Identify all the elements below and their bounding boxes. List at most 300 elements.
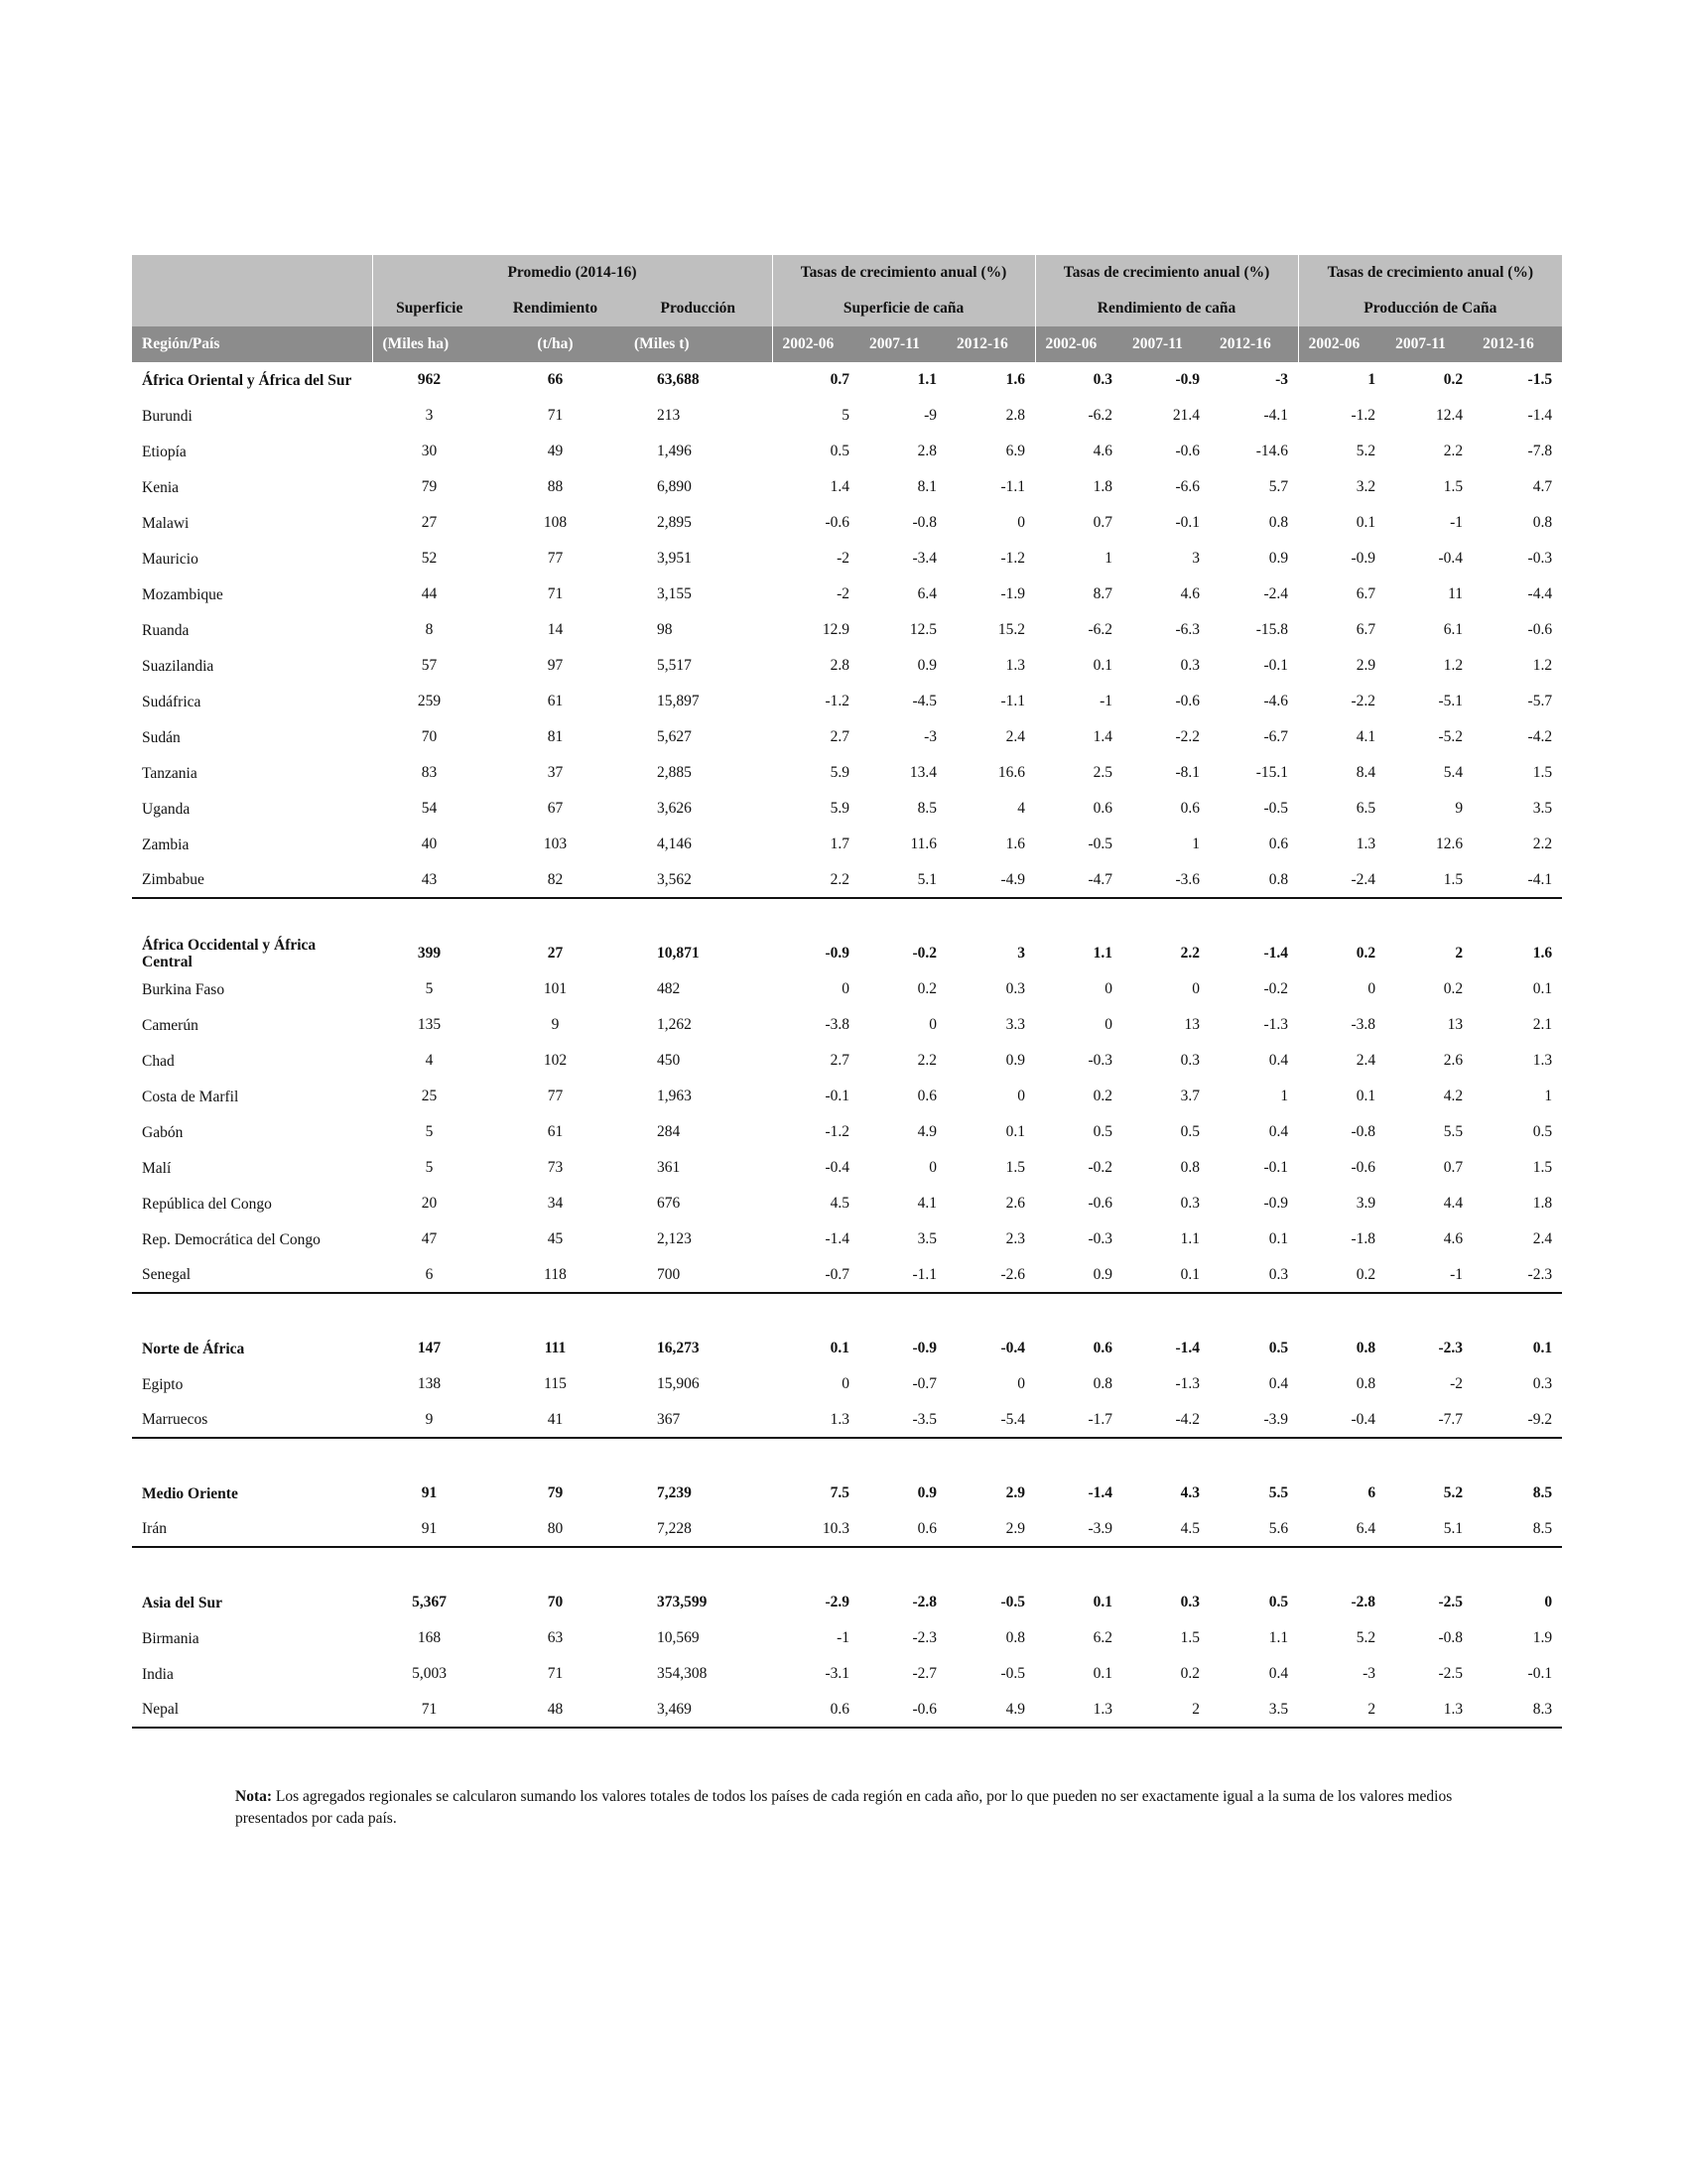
value-cell: -0.2 [912, 945, 938, 962]
value-cell: 7.5 [830, 1484, 850, 1501]
value-cell: 373,599 [657, 1594, 708, 1610]
value-cell: 354,308 [657, 1665, 708, 1682]
value-cell: 168 [417, 1629, 442, 1646]
value-cell: -1.4 [1088, 1484, 1113, 1501]
value-cell: 0 [1544, 1594, 1553, 1610]
value-cell: 25 [421, 1088, 438, 1104]
value-cell: 1.3 [1532, 1052, 1553, 1069]
value-cell: 2.4 [1356, 1052, 1376, 1069]
value-cell: 61 [547, 1123, 564, 1140]
value-cell: 15.2 [997, 621, 1026, 638]
region-aggregate-row [132, 1476, 1562, 1511]
value-cell: 0.6 [1093, 800, 1113, 817]
value-cell: 2.2 [1532, 835, 1553, 852]
header-row-2 [132, 291, 1562, 326]
region-country-name: Rep. Democrática del Congo [142, 1230, 321, 1248]
value-cell: 0.3 [1210, 1257, 1298, 1293]
value-cell: 3,155 [657, 585, 692, 602]
value-cell: 102 [543, 1052, 568, 1069]
value-cell: -0.7 [912, 1375, 938, 1392]
value-cell: 103 [543, 835, 568, 852]
value-cell: 118 [486, 1257, 624, 1293]
value-cell: 0.6 [1093, 1340, 1113, 1356]
value-cell: -3.4 [912, 550, 938, 567]
value-cell: 0.4 [1268, 1052, 1289, 1069]
value-cell: 77 [547, 1088, 564, 1104]
value-cell: 6.7 [1356, 585, 1376, 602]
value-cell: 3.5 [917, 1230, 938, 1247]
header-superficie-cana: Superficie de caña [772, 291, 1035, 326]
value-cell: 0.1 [1532, 1340, 1553, 1356]
table-body [132, 362, 1562, 1728]
value-cell: 1.1 [1180, 1230, 1201, 1247]
value-cell: -2.3 [1473, 1257, 1562, 1293]
value-cell: -1.1 [859, 1257, 947, 1293]
value-cell: -9 [924, 407, 938, 424]
value-cell: 2.4 [1532, 1230, 1553, 1247]
value-cell: 259 [417, 693, 442, 709]
value-cell: 14 [547, 621, 564, 638]
value-cell: 63,688 [657, 371, 700, 388]
value-cell: 5.9 [830, 800, 850, 817]
value-cell: -1 [1385, 1257, 1473, 1293]
region-country-name: Malawi [142, 514, 190, 532]
value-cell: 5.2 [1356, 443, 1376, 459]
value-cell: 45 [547, 1230, 564, 1247]
spacer-cell [132, 1547, 1562, 1585]
region-country-name: Irán [132, 1511, 372, 1547]
value-cell: 79 [547, 1484, 564, 1501]
value-cell: -3.9 [1210, 1402, 1298, 1438]
value-cell: 4.9 [917, 1123, 938, 1140]
value-cell: 3 [1017, 945, 1026, 962]
value-cell: 1 [1280, 1088, 1289, 1104]
value-cell: -3.5 [859, 1402, 947, 1438]
value-cell: 0.2 [1180, 1665, 1201, 1682]
value-cell: 81 [547, 728, 564, 745]
value-cell: 0.4 [1268, 1665, 1289, 1682]
region-country-name: Medio Oriente [142, 1484, 238, 1502]
group-spacer [132, 1438, 1562, 1476]
value-cell: -0.4 [1298, 1402, 1385, 1438]
region-aggregate-row [132, 362, 1562, 398]
region-country-name: Suazilandia [142, 657, 214, 675]
region-country-name: Sudán [142, 728, 181, 746]
value-cell: 2 [1455, 945, 1464, 962]
value-cell: 4.4 [1443, 1195, 1464, 1212]
value-cell: -1 [1100, 693, 1113, 709]
value-cell: 7,228 [624, 1511, 772, 1547]
header-period: 2002-06 [1298, 326, 1385, 362]
value-cell: -5.7 [1527, 693, 1553, 709]
value-cell: -1.2 [1000, 550, 1026, 567]
value-cell: 0.6 [1268, 835, 1289, 852]
value-cell: 0.9 [1035, 1257, 1122, 1293]
value-cell: -1.5 [1527, 371, 1553, 388]
region-country-name: Egipto [142, 1375, 184, 1393]
value-cell: 0.1 [1356, 1088, 1376, 1104]
value-cell: -0.9 [1263, 1195, 1289, 1212]
value-cell: 6.9 [1005, 443, 1026, 459]
value-cell: 12.5 [909, 621, 938, 638]
value-cell: -2.9 [825, 1594, 850, 1610]
value-cell: 108 [543, 514, 568, 531]
value-cell: 2.2 [1180, 945, 1201, 962]
value-cell: 8.5 [1532, 1484, 1553, 1501]
value-cell: 12.4 [1435, 407, 1464, 424]
value-cell: -4.1 [1263, 407, 1289, 424]
value-cell: 1.9 [1532, 1629, 1553, 1646]
value-cell: 5.2 [1356, 1629, 1376, 1646]
value-cell: 5.1 [859, 862, 947, 898]
value-cell: 0 [1017, 514, 1026, 531]
value-cell: 361 [657, 1159, 681, 1176]
header-region-pais: Región/País [132, 326, 372, 362]
value-cell: 71 [547, 585, 564, 602]
value-cell: 30 [421, 443, 438, 459]
value-cell: 0.3 [1093, 371, 1113, 388]
value-cell: 6 [372, 1257, 486, 1293]
value-cell: 0.4 [1268, 1375, 1289, 1392]
region-country-name: Norte de África [142, 1340, 245, 1357]
value-cell: 450 [657, 1052, 681, 1069]
spacer-cell [132, 1438, 1562, 1476]
value-cell: 0 [842, 980, 850, 997]
value-cell: 5.9 [830, 764, 850, 781]
value-cell: 0.8 [1210, 862, 1298, 898]
value-cell: 4.3 [1180, 1484, 1201, 1501]
value-cell: 4.7 [1532, 478, 1553, 495]
value-cell: 4 [425, 1052, 434, 1069]
value-cell: 3,562 [624, 862, 772, 898]
value-cell: -0.8 [912, 514, 938, 531]
value-cell: -3.1 [825, 1665, 850, 1682]
value-cell: 6.7 [1356, 621, 1376, 638]
table-row [132, 612, 1562, 648]
value-cell: 0.3 [1180, 1195, 1201, 1212]
value-cell: 7,239 [657, 1484, 692, 1501]
value-cell: 0.1 [1093, 1594, 1113, 1610]
value-cell: 2.8 [917, 443, 938, 459]
value-cell: -0.1 [1263, 1159, 1289, 1176]
value-cell: -1.1 [1000, 478, 1026, 495]
value-cell: 2.4 [1005, 728, 1026, 745]
region-country-name: Nepal [132, 1692, 372, 1728]
value-cell: 2,885 [657, 764, 692, 781]
value-cell: -4.1 [1473, 862, 1562, 898]
value-cell: 0 [1017, 1088, 1026, 1104]
header-row-1 [132, 255, 1562, 291]
header-period: 2002-06 [772, 326, 859, 362]
sugarcane-statistics-table [132, 255, 1562, 1729]
value-cell: 8.4 [1356, 764, 1376, 781]
value-cell: -3.8 [825, 1016, 850, 1033]
value-cell: 0.5 [830, 443, 850, 459]
value-cell: 0.6 [1180, 800, 1201, 817]
value-cell: -0.6 [1088, 1195, 1113, 1212]
value-cell: 1.1 [1268, 1629, 1289, 1646]
value-cell: 1.6 [1532, 945, 1553, 962]
value-cell: 0.1 [830, 1340, 850, 1356]
value-cell: 2.2 [1443, 443, 1464, 459]
value-cell: -0.9 [912, 1340, 938, 1356]
value-cell: -0.1 [1527, 1665, 1553, 1682]
value-cell: 138 [417, 1375, 442, 1392]
value-cell: -0.4 [825, 1159, 850, 1176]
table-row [132, 1186, 1562, 1221]
value-cell: 44 [421, 585, 438, 602]
value-cell: 0 [1367, 980, 1376, 997]
value-cell: -1.4 [1175, 1340, 1201, 1356]
value-cell: 0.9 [1005, 1052, 1026, 1069]
table-row [132, 1511, 1562, 1547]
value-cell: -7.8 [1527, 443, 1553, 459]
value-cell: 1.5 [1443, 478, 1464, 495]
value-cell: 8.7 [1093, 585, 1113, 602]
value-cell: 1,262 [657, 1016, 692, 1033]
value-cell: 15,906 [657, 1375, 700, 1392]
value-cell: 147 [417, 1340, 442, 1356]
header-promedio: Promedio (2014-16) [372, 255, 772, 291]
value-cell: -4.2 [1527, 728, 1553, 745]
value-cell: 11 [1448, 585, 1464, 602]
value-cell: 91 [421, 1484, 438, 1501]
value-cell: -0.1 [1263, 657, 1289, 674]
value-cell: -0.5 [1263, 800, 1289, 817]
value-cell: 213 [657, 407, 681, 424]
value-cell: 20 [421, 1195, 438, 1212]
value-cell: 5,367 [412, 1594, 447, 1610]
table-row [132, 719, 1562, 755]
value-cell: 1,963 [657, 1088, 692, 1104]
value-cell: 77 [547, 550, 564, 567]
value-cell: 2.9 [947, 1511, 1035, 1547]
value-cell: 4.5 [1122, 1511, 1210, 1547]
value-cell: 52 [421, 550, 438, 567]
value-cell: 70 [421, 728, 438, 745]
value-cell: 399 [417, 945, 442, 962]
header-growth-area: Tasas de crecimiento anual (%) [772, 255, 1035, 291]
header-period: 2012-16 [1210, 326, 1298, 362]
value-cell: 5 [842, 407, 850, 424]
table-row [132, 398, 1562, 434]
table-row [132, 1257, 1562, 1293]
value-cell: 9 [372, 1402, 486, 1438]
value-cell: -0.3 [1088, 1052, 1113, 1069]
value-cell: 2.6 [1443, 1052, 1464, 1069]
value-cell: 4.1 [1356, 728, 1376, 745]
table-row [132, 1366, 1562, 1402]
value-cell: 1 [1544, 1088, 1553, 1104]
value-cell: 3,951 [657, 550, 692, 567]
value-cell: -0.9 [825, 945, 850, 962]
group-spacer [132, 898, 1562, 936]
value-cell: -1.2 [825, 1123, 850, 1140]
region-country-name: Chad [142, 1052, 175, 1070]
value-cell: 8.5 [1473, 1511, 1562, 1547]
value-cell: 0.6 [859, 1511, 947, 1547]
value-cell: 71 [372, 1692, 486, 1728]
value-cell: 21.4 [1172, 407, 1201, 424]
header-rendimiento: Rendimiento [486, 291, 624, 326]
value-cell: 1.4 [1093, 728, 1113, 745]
value-cell: -0.9 [1351, 550, 1376, 567]
region-aggregate-row [132, 936, 1562, 971]
table-row [132, 791, 1562, 827]
region-country-name: África Oriental y África del Sur [142, 371, 352, 389]
value-cell: 48 [486, 1692, 624, 1728]
table-note [235, 1786, 1466, 1830]
region-country-name: Birmania [142, 1629, 199, 1647]
value-cell: -8.1 [1175, 764, 1201, 781]
value-cell: 5.4 [1443, 764, 1464, 781]
value-cell: 41 [486, 1402, 624, 1438]
value-cell: 1.2 [1443, 657, 1464, 674]
value-cell: 6.1 [1443, 621, 1464, 638]
value-cell: 3.3 [1005, 1016, 1026, 1033]
value-cell: 16.6 [997, 764, 1026, 781]
value-cell: 0.2 [917, 980, 938, 997]
value-cell: 4.6 [1093, 443, 1113, 459]
value-cell: -0.6 [859, 1692, 947, 1728]
table-row [132, 827, 1562, 862]
value-cell: -3 [1363, 1665, 1376, 1682]
header-period: 2007-11 [1385, 326, 1473, 362]
region-aggregate-row [132, 1331, 1562, 1366]
value-cell: 700 [624, 1257, 772, 1293]
value-cell: -2 [837, 550, 850, 567]
value-cell: 11.6 [910, 835, 938, 852]
value-cell: -2.8 [912, 1594, 938, 1610]
value-cell: 3 [425, 407, 434, 424]
value-cell: 0.8 [1180, 1159, 1201, 1176]
value-cell: 16,273 [657, 1340, 700, 1356]
header-unit: (t/ha) [486, 326, 624, 362]
value-cell: -0.9 [1175, 371, 1201, 388]
value-cell: -3 [924, 728, 938, 745]
value-cell: 2 [1122, 1692, 1210, 1728]
value-cell: 2.1 [1532, 1016, 1553, 1033]
value-cell: 0 [1104, 1016, 1113, 1033]
value-cell: 5 [425, 980, 434, 997]
value-cell: 2 [1298, 1692, 1385, 1728]
value-cell: -1.2 [1351, 407, 1376, 424]
table-row [132, 648, 1562, 684]
value-cell: 0.1 [1005, 1123, 1026, 1140]
value-cell: 2.8 [830, 657, 850, 674]
table-row [132, 577, 1562, 612]
table-row [132, 1221, 1562, 1257]
region-country-name: Kenia [142, 478, 180, 496]
value-cell: 1.3 [1035, 1692, 1122, 1728]
value-cell: 0.2 [1356, 945, 1376, 962]
value-cell: 4.2 [1443, 1088, 1464, 1104]
value-cell: 57 [421, 657, 438, 674]
value-cell: -3.8 [1351, 1016, 1376, 1033]
value-cell: 115 [544, 1375, 567, 1392]
table-row [132, 1007, 1562, 1043]
region-country-name: Costa de Marfil [142, 1088, 239, 1105]
value-cell: 0 [1017, 1375, 1026, 1392]
value-cell: -2.5 [1438, 1594, 1464, 1610]
region-country-name: Marruecos [132, 1402, 372, 1438]
region-country-name: Mozambique [142, 585, 223, 603]
value-cell: -1.2 [825, 693, 850, 709]
value-cell: -1.1 [1000, 693, 1026, 709]
table-row [132, 684, 1562, 719]
value-cell: 2.2 [917, 1052, 938, 1069]
value-cell: 47 [421, 1230, 438, 1247]
value-cell: -0.7 [772, 1257, 859, 1293]
value-cell: 5 [425, 1123, 434, 1140]
value-cell: -0.8 [1438, 1629, 1464, 1646]
value-cell: -6.7 [1263, 728, 1289, 745]
value-cell: 2.6 [1005, 1195, 1026, 1212]
region-country-name: República del Congo [142, 1195, 272, 1213]
header-unit: (Miles ha) [372, 326, 486, 362]
group-spacer [132, 1547, 1562, 1585]
header-growth-production: Tasas de crecimiento anual (%) [1298, 255, 1562, 291]
value-cell: 0.2 [1443, 980, 1464, 997]
value-cell: 10.3 [772, 1511, 859, 1547]
value-cell: 6.2 [1093, 1629, 1113, 1646]
value-cell: 3.5 [1532, 800, 1553, 817]
value-cell: -0.4 [1000, 1340, 1026, 1356]
value-cell: 10,871 [657, 945, 700, 962]
value-cell: -0.6 [1527, 621, 1553, 638]
value-cell: 88 [547, 478, 564, 495]
value-cell: 3.2 [1356, 478, 1376, 495]
value-cell: -0.5 [1000, 1665, 1026, 1682]
value-cell: 6.4 [1298, 1511, 1385, 1547]
region-country-name: Burundi [142, 407, 193, 425]
region-country-name: Uganda [142, 800, 191, 818]
value-cell: -3.9 [1035, 1511, 1122, 1547]
table-row [132, 434, 1562, 469]
header-period: 2007-11 [859, 326, 947, 362]
value-cell: 1 [1367, 371, 1376, 388]
value-cell: -5.2 [1438, 728, 1464, 745]
value-cell: 0.9 [1268, 550, 1289, 567]
value-cell: -0.3 [1088, 1230, 1113, 1247]
region-country-name: Malí [142, 1159, 172, 1177]
value-cell: -1.9 [1000, 585, 1026, 602]
value-cell: 101 [543, 980, 568, 997]
table-row [132, 469, 1562, 505]
value-cell: 2.2 [772, 862, 859, 898]
value-cell: -15.1 [1255, 764, 1289, 781]
value-cell: 367 [624, 1402, 772, 1438]
value-cell: 49 [547, 443, 564, 459]
value-cell: 2.7 [830, 1052, 850, 1069]
value-cell: 0.1 [1532, 980, 1553, 997]
value-cell: -1.3 [1263, 1016, 1289, 1033]
value-cell: -0.5 [1000, 1594, 1026, 1610]
value-cell: -1.8 [1351, 1230, 1376, 1247]
value-cell: 15,897 [657, 693, 700, 709]
value-cell: -0.6 [1351, 1159, 1376, 1176]
value-cell: 1.7 [830, 835, 850, 852]
region-country-name: India [142, 1665, 174, 1683]
value-cell: 1 [1192, 835, 1201, 852]
region-country-name: Etiopía [142, 443, 187, 460]
value-cell: 79 [421, 478, 438, 495]
value-cell: 67 [547, 800, 564, 817]
value-cell: 2.9 [1356, 657, 1376, 674]
value-cell: 0.7 [1443, 1159, 1464, 1176]
value-cell: -3.6 [1122, 862, 1210, 898]
value-cell: -2.8 [1351, 1594, 1376, 1610]
